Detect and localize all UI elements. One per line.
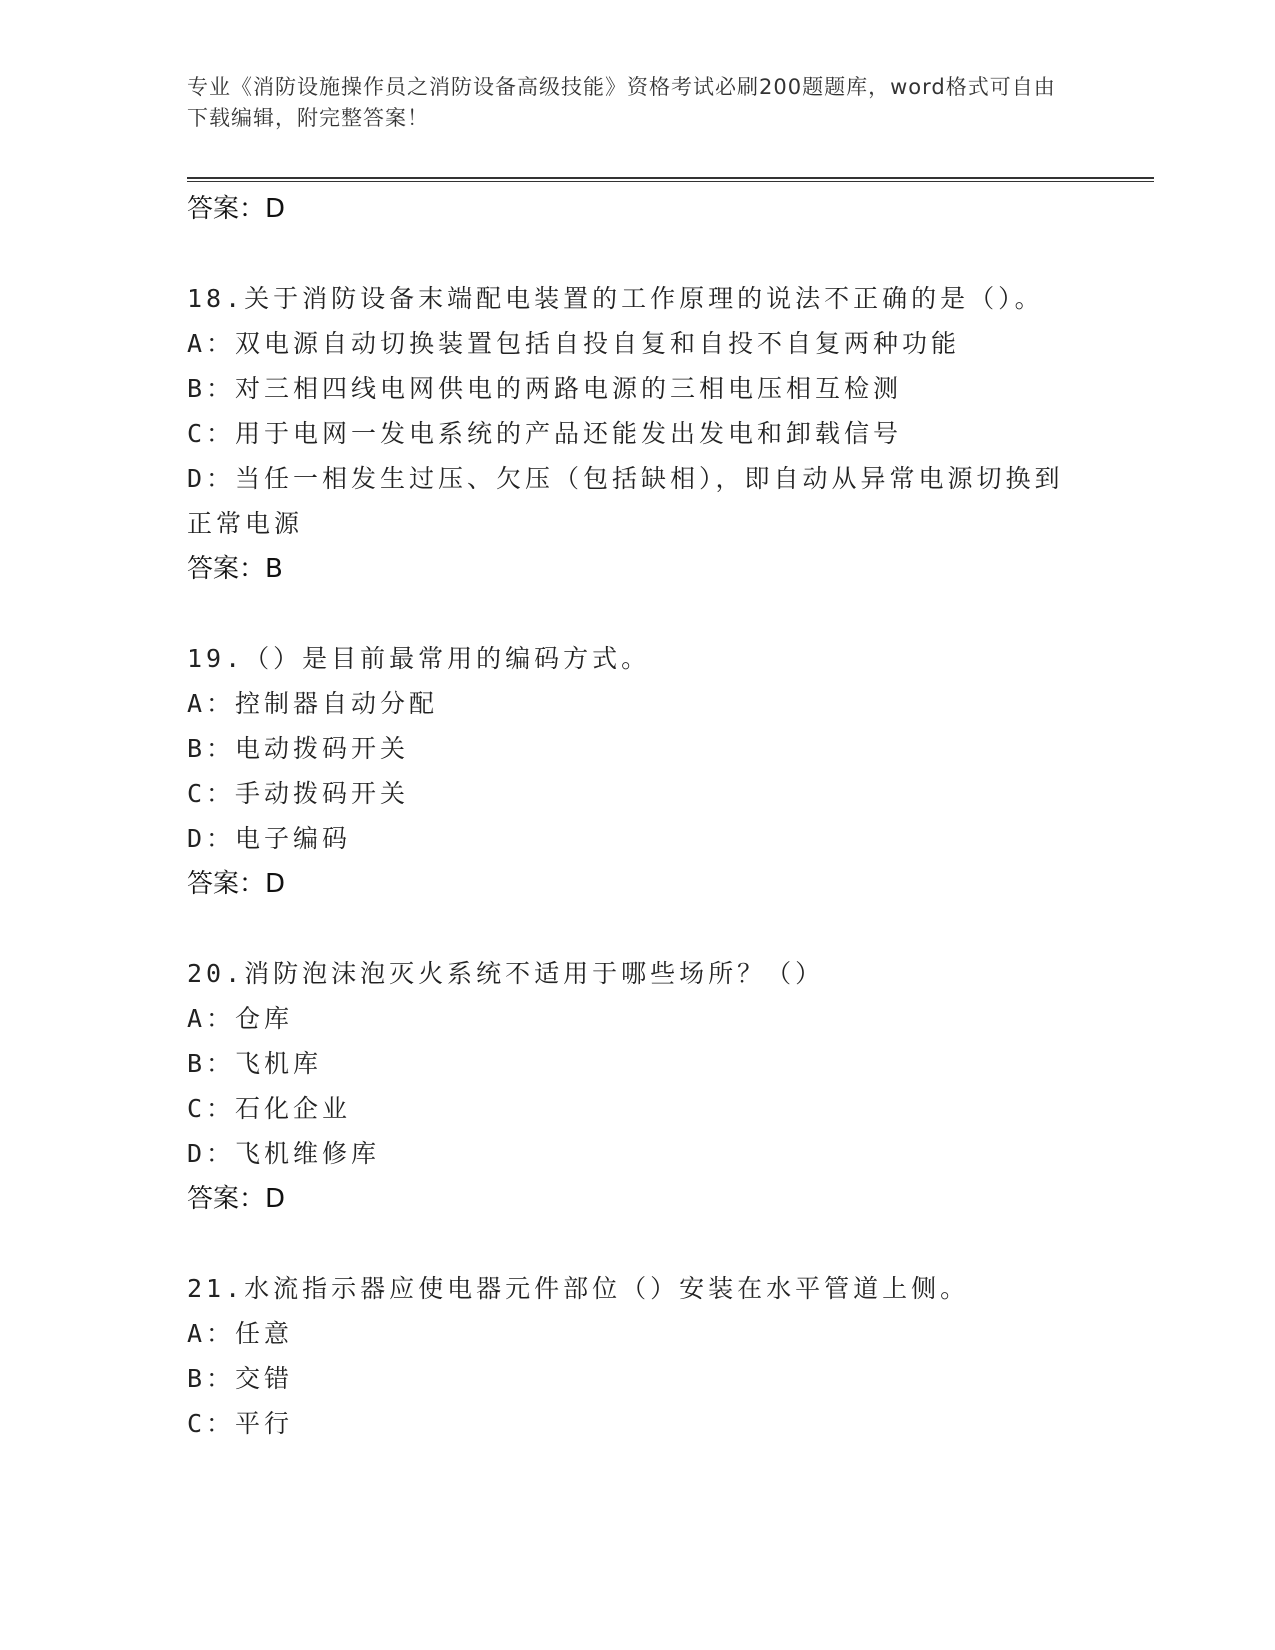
question-18-option-d-cont: 正常电源	[187, 509, 304, 538]
question-19-stem: 19.（）是目前最常用的编码方式。	[187, 644, 651, 673]
question-20-option-b: B：飞机库	[187, 1049, 323, 1078]
header-rule-thick	[187, 177, 1154, 179]
question-18-option-d: D：当任一相发生过压、欠压（包括缺相），即自动从异常电源切换到	[187, 464, 1064, 493]
question-20-option-a: A：仓库	[187, 1004, 294, 1033]
question-20-option-c: C：石化企业	[187, 1094, 352, 1123]
document-header: 专业《消防设施操作员之消防设备高级技能》资格考试必刷200题题库，word格式可自由下载编辑，附完整答案！	[187, 75, 1056, 130]
question-20-stem: 20.消防泡沫泡灭火系统不适用于哪些场所？（）	[187, 959, 825, 988]
question-20-answer: 答案：D	[187, 1184, 286, 1214]
question-21-option-c: C：平行	[187, 1409, 294, 1438]
question-19-answer: 答案：D	[187, 869, 286, 899]
question-18-option-b: B：对三相四线电网供电的两路电源的三相电压相互检测	[187, 374, 903, 403]
question-21-option-b: B：交错	[187, 1364, 294, 1393]
question-19-option-b: B：电动拨码开关	[187, 734, 410, 763]
question-19-option-d: D：电子编码	[187, 824, 352, 853]
header-rule-thin	[187, 181, 1154, 182]
question-20-option-d: D：飞机维修库	[187, 1139, 381, 1168]
question-19-option-c: C：手动拨码开关	[187, 779, 410, 808]
question-21-stem: 21.水流指示器应使电器元件部位（）安装在水平管道上侧。	[187, 1274, 970, 1303]
question-18-option-a: A：双电源自动切换装置包括自投自复和自投不自复两种功能	[187, 329, 961, 358]
question-18-stem: 18.关于消防设备末端配电装置的工作原理的说法不正确的是（）。	[187, 284, 1044, 313]
question-21-option-a: A：任意	[187, 1319, 294, 1348]
previous-answer: 答案：D	[187, 194, 286, 224]
question-19-option-a: A：控制器自动分配	[187, 689, 439, 718]
question-18-option-c: C：用于电网一发电系统的产品还能发出发电和卸载信号	[187, 419, 903, 448]
question-18-answer: 答案：B	[187, 554, 283, 584]
